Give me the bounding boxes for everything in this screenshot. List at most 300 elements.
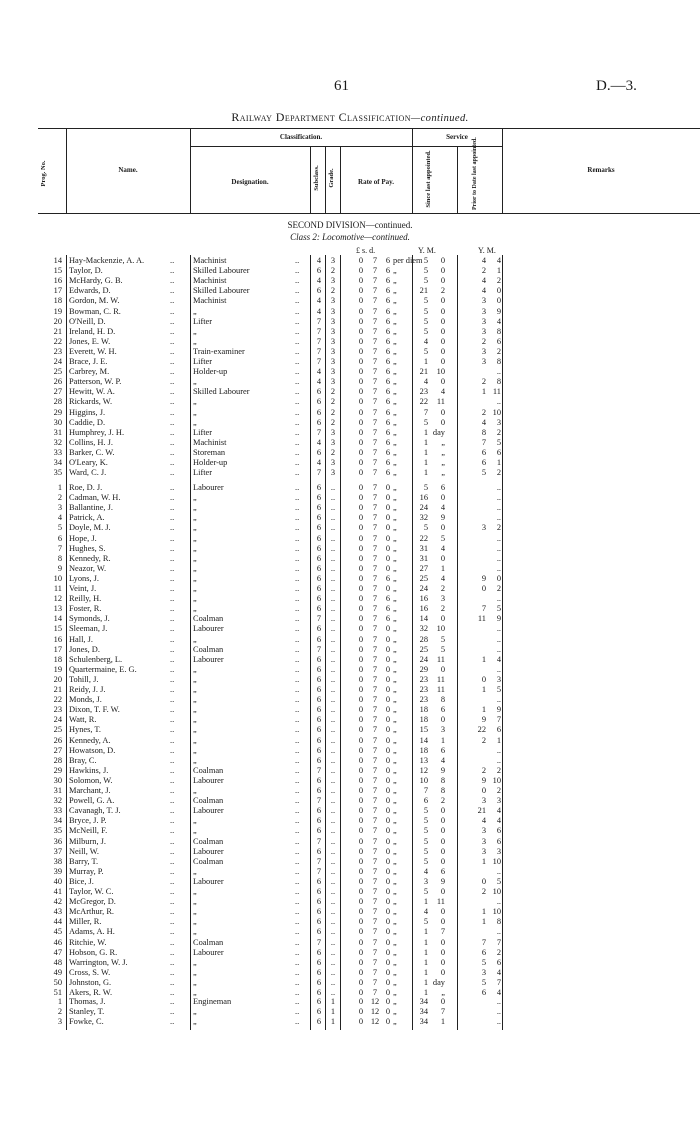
cell-l: 0: [358, 866, 364, 876]
cell-s: 7: [372, 256, 378, 265]
table-row: [0, 645, 700, 655]
cell-d: 0: [385, 897, 391, 907]
cell-name: Hewitt, W. A.: [69, 387, 115, 397]
cell-l: 0: [358, 907, 364, 917]
cell-d: 0: [385, 483, 391, 492]
cell-sy: 5: [423, 326, 428, 336]
leader-dots: ..: [170, 468, 175, 478]
cell-name: Reilly, H.: [69, 594, 102, 604]
leader-dots: ..: [170, 755, 175, 765]
cell-sm: 0: [440, 266, 445, 276]
cell-sm: 1: [440, 563, 445, 573]
cell-s: 7: [372, 765, 378, 775]
leader-dots: ..: [170, 624, 175, 634]
cell-l: 0: [358, 513, 364, 523]
leader-dots: ..: [170, 997, 175, 1006]
cell-desig: Labourer: [193, 775, 224, 785]
cell-d: 0: [385, 806, 391, 816]
cell-no: 10: [53, 573, 62, 583]
table-row: [0, 307, 700, 317]
cell-no: 25: [53, 367, 62, 377]
cell-pm: 7: [496, 715, 501, 725]
cell-d: 0: [385, 644, 391, 654]
cell-pm: 4: [496, 988, 501, 997]
cell-per: „: [393, 397, 397, 407]
cell-no: 5: [57, 523, 62, 533]
cell-per: „: [393, 553, 397, 563]
cell-grade: ..: [330, 695, 336, 705]
table-row: [0, 695, 700, 705]
cell-per: „: [393, 447, 397, 457]
cell-pm: 1: [496, 458, 501, 467]
cell-name: Bray, C.: [69, 755, 97, 765]
cell-grade: ..: [330, 614, 336, 624]
cell-sy: 5: [423, 836, 428, 846]
cell-per: „: [393, 543, 397, 553]
cell-sy: 23: [419, 685, 428, 694]
cell-desig: „: [193, 917, 197, 927]
cell-name: Sleeman, J.: [69, 624, 108, 634]
cell-sm: 0: [440, 316, 445, 326]
classification-underline: [190, 146, 412, 147]
cell-l: 0: [358, 897, 364, 907]
cell-s: 7: [372, 573, 378, 583]
cell-d: 6: [385, 427, 391, 437]
cell-l: 0: [358, 468, 364, 478]
cell-grade: 3: [330, 437, 336, 447]
cell-desig: „: [193, 336, 197, 346]
cell-grade: 3: [330, 276, 336, 286]
cell-no: 14: [53, 614, 62, 624]
cell-s: 7: [372, 856, 378, 866]
cell-pm: 2: [496, 427, 501, 437]
cell-sub: 6: [316, 876, 322, 886]
cell-name: Hynes, T.: [69, 725, 102, 735]
table-row: [0, 544, 700, 554]
cell-per: „: [393, 377, 397, 387]
cell-py: 1: [481, 856, 486, 866]
cell-py: 3: [481, 346, 486, 356]
cell-d: 6: [385, 306, 391, 316]
cell-s: 7: [372, 745, 378, 755]
cell-d: 0: [385, 533, 391, 543]
cell-no: 28: [53, 755, 62, 765]
cell-sy: 5: [423, 856, 428, 866]
table-row: [0, 796, 700, 806]
cell-l: 0: [358, 377, 364, 387]
cell-per: „: [393, 654, 397, 664]
col-rule: [325, 146, 326, 213]
cell-sm: 6: [440, 483, 445, 492]
cell-s: 7: [372, 846, 378, 856]
cell-sm: 0: [440, 806, 445, 816]
cell-py: 0: [481, 786, 486, 795]
cell-s: 7: [372, 447, 378, 457]
leader-dots: ..: [295, 553, 300, 563]
cell-sy: 1: [423, 967, 428, 977]
cell-no: 50: [53, 977, 62, 987]
cell-s: 7: [372, 664, 378, 674]
cell-grade: ..: [330, 685, 336, 694]
cell-s: 7: [372, 543, 378, 553]
cell-desig: Coalman: [193, 937, 224, 947]
cell-no: 32: [53, 437, 62, 447]
cell-desig: Labourer: [193, 846, 224, 856]
cell-py: 1: [481, 917, 486, 927]
leader-dots: ..: [170, 715, 175, 725]
cell-d: 0: [385, 836, 391, 846]
cell-py: 7: [481, 937, 486, 947]
cell-grade: ..: [330, 826, 336, 836]
cell-grade: ..: [330, 553, 336, 563]
cell-l: 0: [358, 483, 364, 492]
cell-d: 6: [385, 407, 391, 417]
table-row: [0, 286, 700, 296]
cell-per: „: [393, 927, 397, 937]
leader-dots: ..: [295, 367, 300, 377]
cell-grade: ..: [330, 735, 336, 745]
cell-per: „: [393, 387, 397, 397]
cell-per: „: [393, 897, 397, 907]
cell-sub: 4: [316, 306, 322, 316]
cell-s: 7: [372, 715, 378, 725]
table-row: [0, 574, 700, 584]
cell-per: „: [393, 483, 397, 492]
cell-desig: „: [193, 407, 197, 417]
cell-sm: 11: [436, 897, 445, 907]
cell-sy: 5: [423, 806, 428, 816]
cell-per: „: [393, 296, 397, 306]
table-row: [0, 458, 700, 468]
cell-no: 13: [53, 604, 62, 614]
cell-name: Murray, P.: [69, 866, 104, 876]
cell-per: „: [393, 957, 397, 967]
cell-s: 7: [372, 685, 378, 694]
cell-l: 0: [358, 806, 364, 816]
leader-dots: ..: [170, 876, 175, 886]
col-rule: [457, 146, 458, 213]
cell-l: 0: [358, 967, 364, 977]
cell-desig: Machinist: [193, 256, 227, 265]
leader-dots: ..: [295, 266, 300, 276]
cell-no: 1: [57, 483, 62, 492]
cell-py: 3: [481, 316, 486, 326]
cell-pm: 3: [496, 674, 501, 684]
leader-dots: ..: [295, 437, 300, 447]
cell-pm: 2: [496, 786, 501, 795]
cell-d: 0: [385, 503, 391, 513]
cell-per: „: [393, 775, 397, 785]
cell-sub: 6: [316, 594, 322, 604]
cell-desig: Lifter: [193, 357, 213, 366]
cell-desig: „: [193, 927, 197, 937]
cell-l: 0: [358, 417, 364, 427]
cell-py: 3: [481, 326, 486, 336]
cell-sy: 1: [423, 447, 428, 457]
cell-d: 6: [385, 256, 391, 265]
leader-dots: ..: [295, 715, 300, 725]
cell-no: 15: [53, 624, 62, 634]
cell-py: 1: [481, 387, 486, 397]
cell-sub: 6: [316, 407, 322, 417]
cell-d: 0: [385, 664, 391, 674]
cell-desig: „: [193, 695, 197, 705]
cell-d: 0: [385, 553, 391, 563]
cell-l: 0: [358, 614, 364, 624]
cell-s: 7: [372, 503, 378, 513]
cell-sy: 5: [423, 917, 428, 927]
cell-d: 6: [385, 326, 391, 336]
cell-desig: „: [193, 967, 197, 977]
since-ym-units: Y. M.: [418, 246, 436, 255]
table-row: [0, 1017, 700, 1027]
cell-grade: 2: [330, 397, 336, 407]
cell-d: 6: [385, 336, 391, 346]
cell-name: Collins, H. J.: [69, 437, 113, 447]
cell-d: 0: [385, 705, 391, 715]
cell-py: 4: [481, 286, 486, 296]
cell-d: 0: [385, 786, 391, 795]
cell-name: Gordon, M. W.: [69, 296, 120, 306]
leader-dots: ..: [295, 725, 300, 735]
cell-l: 0: [358, 397, 364, 407]
cell-grade: 3: [330, 316, 336, 326]
cell-py: 3: [481, 846, 486, 856]
cell-sy: 4: [423, 377, 428, 387]
table-row: [0, 746, 700, 756]
cell-py: 2: [481, 765, 486, 775]
leader-dots: ..: [295, 937, 300, 947]
cell-s: 7: [372, 988, 378, 997]
cell-name: Hay-Mackenzie, A. A.: [69, 256, 145, 265]
cell-grade: ..: [330, 907, 336, 917]
table-row: [0, 857, 700, 867]
header-top-rule: [38, 128, 700, 129]
cell-l: 0: [358, 1007, 364, 1017]
cell-pm: 1: [496, 266, 501, 276]
cell-sub: 4: [316, 458, 322, 467]
cell-pm: ..: [496, 503, 501, 513]
cell-per: „: [393, 725, 397, 735]
cell-per: „: [393, 573, 397, 583]
cell-pm: 2: [496, 346, 501, 356]
cell-no: 22: [53, 695, 62, 705]
leader-dots: ..: [295, 634, 300, 644]
cell-s: 7: [372, 326, 378, 336]
cell-sub: 6: [316, 543, 322, 553]
cell-sm: 0: [440, 296, 445, 306]
cell-name: Thomas, J.: [69, 997, 106, 1006]
cell-desig: Labourer: [193, 806, 224, 816]
cell-sy: 22: [419, 533, 428, 543]
cell-pm: 7: [496, 937, 501, 947]
table-row: [0, 584, 700, 594]
leader-dots: ..: [295, 493, 300, 503]
cell-py: 11: [477, 614, 486, 624]
cell-d: 0: [385, 493, 391, 503]
cell-d: 0: [385, 856, 391, 866]
cell-pm: 2: [496, 468, 501, 478]
cell-sm: 8: [440, 786, 445, 795]
cell-name: Bowman, C. R.: [69, 306, 121, 316]
cell-grade: ..: [330, 584, 336, 593]
cell-pm: 4: [496, 256, 501, 265]
cell-pm: ..: [496, 397, 501, 407]
cell-pm: ..: [496, 1007, 501, 1017]
cell-name: Tohill, J.: [69, 674, 99, 684]
leader-dots: ..: [295, 336, 300, 346]
leader-dots: ..: [295, 326, 300, 336]
cell-pm: 11: [492, 387, 501, 397]
cell-sm: 0: [440, 276, 445, 286]
cell-d: 0: [385, 917, 391, 927]
cell-s: 7: [372, 876, 378, 886]
cell-s: 7: [372, 604, 378, 614]
leader-dots: ..: [295, 745, 300, 755]
leader-dots: ..: [295, 584, 300, 593]
leader-dots: ..: [295, 594, 300, 604]
leader-dots: ..: [170, 725, 175, 735]
cell-desig: Coalman: [193, 796, 224, 806]
cell-sy: 5: [423, 306, 428, 316]
cell-pm: ..: [496, 1017, 501, 1027]
table-row: [0, 256, 700, 266]
cell-desig: „: [193, 866, 197, 876]
table-row: [0, 327, 700, 337]
cell-name: McGregor, D.: [69, 897, 116, 907]
cell-name: Akers, R. W.: [69, 988, 113, 997]
leader-dots: ..: [295, 826, 300, 836]
cell-grade: 1: [330, 1007, 336, 1017]
cell-s: 7: [372, 907, 378, 917]
cell-s: 7: [372, 407, 378, 417]
cell-desig: „: [193, 705, 197, 715]
cell-per: „: [393, 584, 397, 593]
cell-sub: 6: [316, 705, 322, 715]
cell-grade: ..: [330, 887, 336, 896]
cell-grade: ..: [330, 483, 336, 492]
cell-sm: 11: [436, 685, 445, 694]
cell-desig: Engineman: [193, 997, 232, 1006]
cell-sm: 0: [440, 256, 445, 265]
cell-no: 32: [53, 796, 62, 806]
cell-name: Howatson, D.: [69, 745, 116, 755]
cell-py: 0: [481, 674, 486, 684]
cell-desig: „: [193, 826, 197, 836]
cell-per: „: [393, 458, 397, 467]
cell-per: „: [393, 513, 397, 523]
cell-desig: „: [193, 503, 197, 513]
cell-pm: 2: [496, 947, 501, 957]
leader-dots: ..: [170, 326, 175, 336]
cell-d: 0: [385, 927, 391, 937]
cell-no: 35: [53, 826, 62, 836]
leader-dots: ..: [170, 836, 175, 846]
cell-l: 0: [358, 357, 364, 366]
cell-sub: 6: [316, 947, 322, 957]
leader-dots: ..: [295, 897, 300, 907]
cell-py: 0: [481, 876, 486, 886]
leader-dots: ..: [170, 654, 175, 664]
cell-d: 0: [385, 947, 391, 957]
cell-pm: 5: [496, 437, 501, 447]
cell-desig: „: [193, 977, 197, 987]
cell-l: 0: [358, 563, 364, 573]
leader-dots: ..: [295, 957, 300, 967]
cell-per: „: [393, 644, 397, 654]
cell-s: 7: [372, 533, 378, 543]
cell-pm: 8: [496, 377, 501, 387]
leader-dots: ..: [295, 513, 300, 523]
cell-py: 2: [481, 266, 486, 276]
leader-dots: ..: [295, 947, 300, 957]
cell-s: 7: [372, 483, 378, 492]
cell-s: 7: [372, 584, 378, 593]
cell-sm: 0: [440, 715, 445, 725]
cell-d: 0: [385, 937, 391, 947]
class-heading: Class 2: Locomotive—continued.: [290, 232, 410, 242]
cell-l: 0: [358, 553, 364, 563]
cell-sy: 32: [419, 513, 428, 523]
cell-sm: 0: [440, 417, 445, 427]
cell-s: 7: [372, 866, 378, 876]
cell-l: 0: [358, 876, 364, 886]
cell-pm: ..: [496, 543, 501, 553]
cell-pm: 2: [496, 765, 501, 775]
cell-desig: Holder-up: [193, 458, 228, 467]
table-row: [0, 968, 700, 978]
cell-sub: 7: [316, 765, 322, 775]
cell-per: „: [393, 765, 397, 775]
cell-name: Bice, J.: [69, 876, 94, 886]
cell-py: 6: [481, 458, 486, 467]
leader-dots: ..: [170, 806, 175, 816]
cell-l: 0: [358, 523, 364, 533]
cell-d: 0: [385, 654, 391, 664]
cell-name: Carbrey, M.: [69, 367, 110, 377]
cell-py: 3: [481, 296, 486, 306]
cell-no: 3: [57, 503, 62, 513]
cell-sm: 11: [436, 674, 445, 684]
cell-no: 23: [53, 346, 62, 356]
cell-sub: 6: [316, 417, 322, 427]
cell-d: 0: [385, 523, 391, 533]
cell-name: Everett, W. H.: [69, 346, 117, 356]
cell-sub: 4: [316, 367, 322, 377]
cell-per: „: [393, 674, 397, 684]
cell-per: „: [393, 816, 397, 826]
cell-desig: Coalman: [193, 644, 224, 654]
remarks-header: Remarks: [587, 166, 615, 174]
leader-dots: ..: [295, 377, 300, 387]
cell-name: McNeill, F.: [69, 826, 108, 836]
cell-sub: 6: [316, 715, 322, 725]
cell-grade: 3: [330, 427, 336, 437]
cell-grade: ..: [330, 967, 336, 977]
cell-l: 0: [358, 286, 364, 296]
cell-sy: 23: [419, 695, 428, 705]
cell-sub: 6: [316, 816, 322, 826]
table-row: [0, 418, 700, 428]
leader-dots: ..: [170, 286, 175, 296]
cell-desig: „: [193, 573, 197, 583]
cell-sy: 25: [419, 573, 428, 583]
table-row: [0, 594, 700, 604]
cell-d: 6: [385, 377, 391, 387]
cell-d: 0: [385, 735, 391, 745]
leader-dots: ..: [170, 523, 175, 533]
cell-py: 4: [481, 276, 486, 286]
